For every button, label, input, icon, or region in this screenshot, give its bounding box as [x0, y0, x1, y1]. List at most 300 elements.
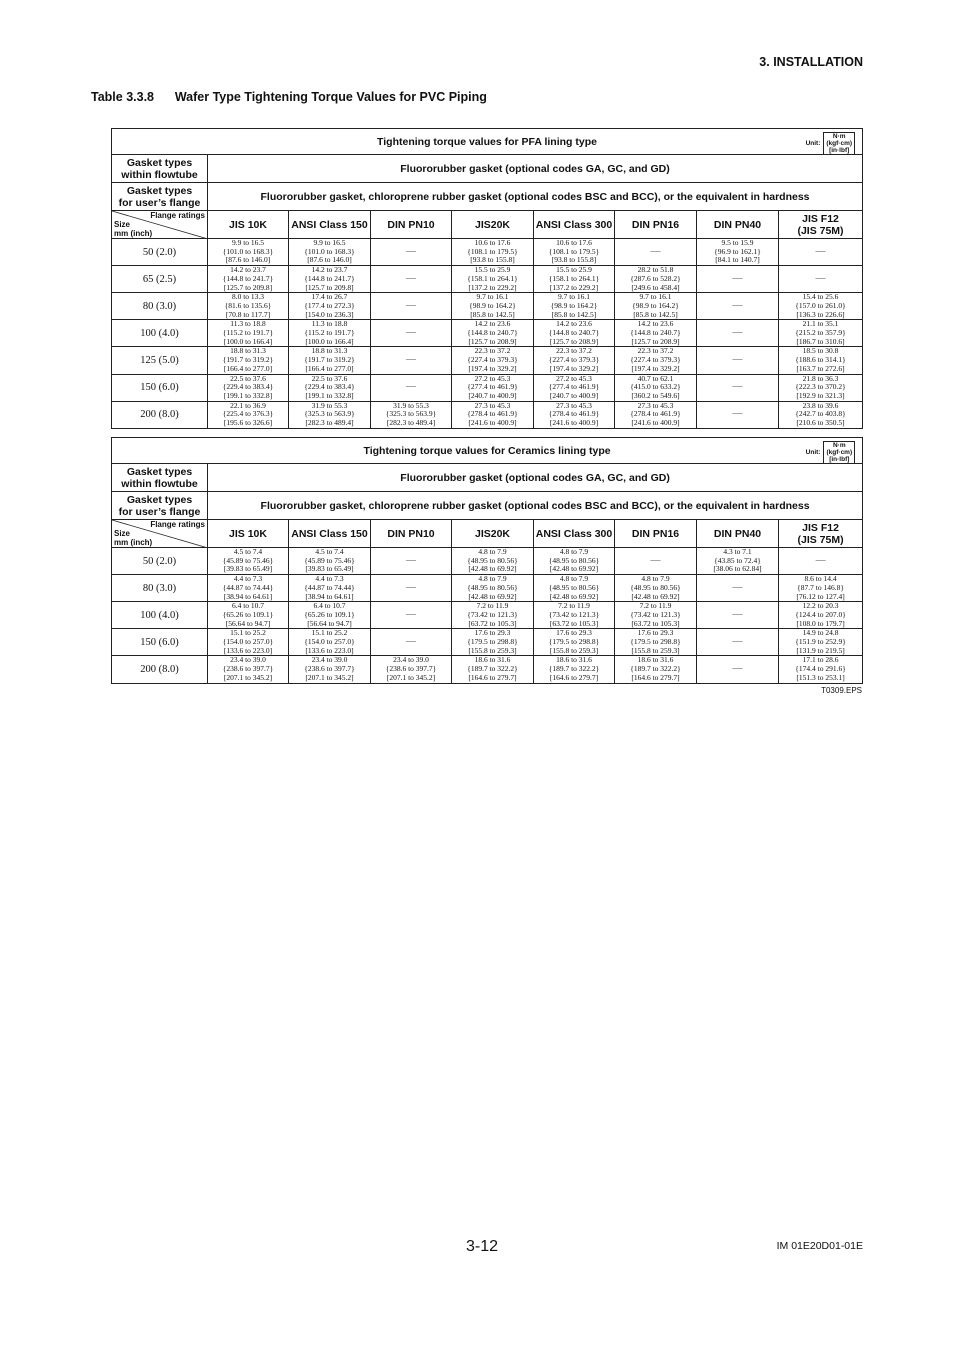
torque-value-line: [241.6 to 400.9]	[468, 418, 517, 428]
torque-value-line: {98.9 to 164.2}	[469, 300, 516, 310]
unit-values	[823, 441, 855, 464]
torque-value-cell	[208, 629, 289, 656]
torque-value-line: 9.9 to 16.5	[231, 238, 265, 247]
torque-value-cell	[779, 266, 863, 293]
size-label-line: Size	[114, 220, 131, 229]
unit-nm: N·m	[832, 133, 846, 140]
torque-value-line: 17.6 to 29.3	[474, 628, 511, 638]
torque-value-line: 15.5 to 25.9	[474, 265, 511, 275]
torque-value-line: [186.7 to 310.6]	[796, 336, 845, 346]
not-applicable-dash: —	[732, 408, 743, 420]
torque-value-line: {144.8 to 240.7}	[548, 328, 600, 338]
torque-value-line: {157.0 to 261.0}	[795, 300, 846, 310]
torque-value-line: [76.12 to 127.4]	[796, 591, 845, 601]
torque-value-line: [151.3 to 253.1]	[796, 672, 845, 682]
table-row	[112, 575, 863, 602]
torque-value-cell	[208, 266, 289, 293]
label-line: Gasket types	[126, 156, 193, 169]
torque-value-line: {277.4 to 461.9}	[467, 382, 518, 392]
torque-value-cell	[615, 266, 697, 293]
torque-value-line: {229.4 to 383.4}	[304, 382, 355, 392]
torque-value-line: [360.2 to 549.6]	[631, 390, 680, 400]
torque-value-line: 4.5 to 7.4	[315, 547, 344, 556]
torque-value-line: {48.95 to 80.56}	[467, 555, 518, 565]
not-applicable-dash: —	[732, 636, 743, 648]
torque-value-line: 31.9 to 55.3	[311, 400, 348, 410]
torque-value-cell	[779, 239, 863, 266]
torque-value-line: {177.4 to 272.3}	[304, 300, 355, 310]
torque-value-line: {154.0 to 257.0}	[304, 637, 355, 647]
torque-value-cell	[779, 548, 863, 575]
torque-value-line: {73.42 to 121.3}	[630, 609, 681, 619]
torque-value-cell	[697, 656, 779, 683]
torque-value-line: [125.7 to 208.9]	[549, 336, 599, 346]
torque-value-cell	[615, 575, 697, 602]
torque-value-line: [63.72 to 105.3]	[468, 618, 517, 628]
unit-inlbf: [in·lbf]	[829, 456, 850, 463]
col-jis10k: JIS 10K	[208, 520, 289, 548]
torque-value-cell	[697, 602, 779, 629]
torque-value-cell	[208, 602, 289, 629]
torque-value-cell	[697, 575, 779, 602]
table-caption-text: Tightening torque values for Ceramics lining type	[363, 444, 611, 457]
col-ansi150: ANSI Class 150	[289, 211, 371, 239]
torque-value-cell	[371, 320, 452, 347]
size-cell: 200 (8.0)	[112, 401, 208, 428]
torque-value-line: 22.5 to 37.6	[311, 373, 348, 383]
torque-value-line: {144.8 to 241.7}	[222, 273, 274, 283]
torque-value-line: {238.6 to 397.7}	[385, 664, 437, 674]
torque-value-line: 14.2 to 23.6	[556, 319, 592, 329]
torque-value-cell	[289, 320, 371, 347]
torque-value-line: 7.2 to 11.9	[476, 601, 509, 611]
col-jisf12-line: JIS F12	[802, 521, 839, 534]
torque-value-line: [195.6 to 326.6]	[223, 418, 273, 428]
col-jisf12	[779, 520, 863, 548]
not-applicable-dash: —	[406, 581, 416, 593]
torque-value-line: {73.42 to 121.3}	[467, 609, 518, 619]
torque-value-cell	[289, 548, 371, 575]
torque-value-line: {115.2 to 191.7}	[222, 328, 274, 338]
label-line: for user’s flange	[118, 196, 201, 209]
torque-value-cell	[779, 656, 863, 683]
unit-legend	[806, 441, 855, 464]
torque-value-cell	[534, 401, 615, 428]
torque-value-line: 40.7 to 62.1	[637, 373, 674, 383]
torque-value-cell	[289, 239, 371, 266]
not-applicable-dash: —	[815, 554, 826, 566]
torque-value-line: {44.87 to 74.44}	[304, 582, 355, 592]
torque-value-cell	[534, 347, 615, 374]
torque-value-line: {278.4 to 461.9}	[630, 409, 681, 419]
torque-value-line: {151.9 to 252.9}	[795, 637, 846, 647]
torque-value-line: [56.64 to 94.7]	[307, 618, 352, 628]
page-number: 3-12	[466, 1238, 499, 1255]
torque-value-line: 9.9 to 16.5	[313, 238, 346, 247]
gasket-flowtube-label	[112, 464, 208, 492]
torque-value-line: [42.48 to 69.92]	[549, 591, 599, 601]
torque-value-cell	[371, 401, 452, 428]
torque-value-cell	[452, 602, 534, 629]
torque-value-line: 10.6 to 17.6	[556, 238, 592, 247]
torque-value-line: {48.95 to 80.56}	[467, 582, 518, 592]
torque-value-line: {44.87 to 74.44}	[222, 582, 274, 592]
torque-value-line: [197.4 to 329.2]	[631, 363, 680, 373]
torque-value-line: {43.85 to 72.4}	[714, 555, 761, 565]
not-applicable-dash: —	[732, 381, 743, 393]
torque-value-line: 31.9 to 55.3	[393, 400, 429, 410]
table-row	[112, 629, 863, 656]
size-cell: 150 (6.0)	[112, 374, 208, 401]
torque-value-cell	[615, 239, 697, 266]
torque-value-line: {73.42 to 121.3}	[548, 609, 600, 619]
torque-value-line: [199.1 to 332.8]	[223, 390, 273, 400]
torque-value-cell	[534, 602, 615, 629]
torque-value-line: 23.8 to 39.6	[802, 400, 839, 410]
torque-value-line: {115.2 to 191.7}	[304, 328, 355, 338]
torque-value-cell	[452, 239, 534, 266]
torque-value-cell	[208, 401, 289, 428]
torque-value-line: {124.4 to 207.0}	[795, 609, 846, 619]
torque-value-line: 4.5 to 7.4	[233, 547, 263, 556]
torque-value-line: {65.26 to 109.1}	[222, 609, 274, 619]
torque-value-line: {98.9 to 164.2}	[550, 300, 598, 310]
torque-value-line: 4.8 to 7.9	[641, 574, 670, 584]
torque-value-line: 27.3 to 45.3	[474, 400, 511, 410]
torque-value-line: [38.94 to 64.61]	[223, 591, 273, 601]
label-line: Gasket types	[126, 465, 193, 478]
torque-value-line: {278.4 to 461.9}	[467, 409, 518, 419]
torque-value-line: 15.1 to 25.2	[311, 628, 348, 638]
torque-value-line: {179.5 to 298.8}	[630, 637, 681, 647]
unit-nm: N·m	[832, 442, 846, 449]
torque-value-line: [85.8 to 142.5]	[551, 309, 597, 319]
torque-value-line: [155.8 to 259.3]	[468, 645, 517, 655]
torque-value-line: {191.7 to 319.2}	[222, 355, 274, 365]
torque-value-cell	[371, 602, 452, 629]
torque-value-line: [93.8 to 155.8]	[551, 255, 597, 265]
torque-value-line: [70.8 to 117.7]	[225, 309, 271, 319]
torque-value-cell	[371, 548, 452, 575]
torque-value-cell	[208, 575, 289, 602]
torque-value-line: [42.48 to 69.92]	[631, 591, 680, 601]
torque-value-line: {415.0 to 633.2}	[630, 382, 681, 392]
table-caption	[112, 129, 863, 155]
torque-value-cell	[452, 575, 534, 602]
torque-value-line: 21.1 to 35.1	[802, 319, 839, 329]
torque-value-line: 27.2 to 45.3	[474, 373, 511, 383]
torque-value-line: {81.6 to 135.6}	[224, 300, 272, 310]
torque-value-line: [136.3 to 226.6]	[796, 309, 845, 319]
torque-value-line: [166.4 to 277.0]	[223, 363, 273, 373]
flange-ratings-label: Flange ratings	[150, 520, 205, 529]
torque-value-line: [38.06 to 62.84]	[713, 564, 762, 574]
torque-value-line: [154.0 to 236.3]	[305, 309, 354, 319]
torque-value-line: {108.1 to 179.5}	[548, 246, 600, 256]
torque-value-line: [163.7 to 272.6]	[796, 363, 845, 373]
col-jisf12-line: JIS F12	[802, 212, 839, 225]
torque-value-line: [210.6 to 350.5]	[796, 418, 845, 428]
torque-value-line: 14.2 to 23.6	[474, 319, 511, 329]
col-dinpn10: DIN PN10	[371, 211, 452, 239]
torque-value-line: [84.1 to 140.7]	[715, 255, 760, 265]
torque-value-cell	[534, 293, 615, 320]
not-applicable-dash: —	[815, 245, 826, 257]
torque-value-cell	[697, 401, 779, 428]
torque-value-line: [207.1 to 345.2]	[386, 672, 436, 682]
torque-value-cell	[615, 347, 697, 374]
col-dinpn16: DIN PN16	[615, 520, 697, 548]
torque-value-line: 23.4 to 39.0	[393, 655, 429, 665]
torque-value-line: {179.5 to 298.8}	[548, 637, 600, 647]
torque-value-line: {87.7 to 146.8}	[797, 582, 844, 592]
torque-value-cell	[452, 320, 534, 347]
torque-value-cell	[615, 656, 697, 683]
torque-value-line: {144.8 to 241.7}	[304, 273, 355, 283]
torque-value-cell	[208, 347, 289, 374]
torque-value-line: [131.9 to 219.5]	[796, 645, 845, 655]
ceramics-torque-table	[111, 437, 863, 684]
size-cell: 50 (2.0)	[112, 239, 208, 266]
label-line: within flowtube	[121, 477, 198, 490]
not-applicable-dash: —	[406, 554, 416, 566]
torque-value-line: {158.1 to 264.1}	[548, 273, 600, 283]
torque-value-line: [192.9 to 321.3]	[796, 390, 845, 400]
torque-value-line: [241.6 to 400.9]	[549, 418, 599, 428]
torque-value-line: {242.7 to 403.8}	[795, 409, 846, 419]
torque-value-cell	[371, 374, 452, 401]
size-cell: 200 (8.0)	[112, 656, 208, 683]
gasket-flowtube-label	[112, 155, 208, 183]
not-applicable-dash: —	[406, 636, 416, 648]
not-applicable-dash: —	[815, 272, 826, 284]
torque-value-line: [207.1 to 345.2]	[223, 672, 273, 682]
torque-value-line: [93.8 to 155.8]	[470, 255, 515, 265]
torque-value-line: 4.3 to 7.1	[723, 547, 752, 556]
torque-value-line: 22.1 to 36.9	[230, 400, 266, 410]
torque-value-line: [125.7 to 209.8]	[305, 282, 354, 292]
torque-value-cell	[615, 629, 697, 656]
table-row	[112, 347, 863, 374]
torque-value-line: [137.2 to 229.2]	[468, 282, 517, 292]
section-heading: 3. INSTALLATION	[759, 55, 863, 69]
torque-value-line: 11.3 to 18.8	[311, 319, 348, 329]
torque-value-line: 18.8 to 31.3	[311, 346, 348, 356]
not-applicable-dash: —	[650, 554, 661, 566]
torque-value-line: 23.4 to 39.0	[311, 655, 348, 665]
torque-value-cell	[779, 629, 863, 656]
torque-value-cell	[615, 602, 697, 629]
torque-value-cell	[289, 374, 371, 401]
torque-value-line: {174.4 to 291.6}	[795, 664, 846, 674]
torque-value-line: [164.6 to 279.7]	[468, 672, 517, 682]
torque-value-line: [85.8 to 142.5]	[470, 309, 515, 319]
unit-label: Unit:	[805, 449, 821, 456]
torque-value-line: [207.1 to 345.2]	[305, 672, 354, 682]
torque-value-line: [166.4 to 277.0]	[305, 363, 354, 373]
table-row	[112, 293, 863, 320]
torque-value-line: 22.3 to 37.2	[556, 346, 592, 356]
torque-value-line: 6.4 to 10.7	[231, 601, 265, 611]
torque-value-line: 11.3 to 18.8	[230, 319, 266, 329]
not-applicable-dash: —	[732, 608, 743, 620]
torque-value-line: [39.83 to 65.49]	[305, 564, 354, 574]
torque-value-line: 22.3 to 37.2	[474, 346, 511, 356]
torque-value-cell	[371, 293, 452, 320]
torque-value-line: {325.3 to 563.9}	[385, 409, 437, 419]
torque-value-line: [133.6 to 223.0]	[223, 645, 273, 655]
torque-value-line: [85.8 to 142.5]	[633, 309, 678, 319]
not-applicable-dash: —	[406, 272, 416, 284]
col-ansi300: ANSI Class 300	[534, 520, 615, 548]
torque-value-line: 4.8 to 7.9	[478, 547, 507, 556]
unit-inlbf: [in·lbf]	[829, 147, 850, 154]
torque-value-cell	[371, 266, 452, 293]
torque-value-cell	[289, 656, 371, 683]
torque-value-line: [38.94 to 64.61]	[305, 591, 354, 601]
torque-value-line: 27.2 to 45.3	[556, 373, 592, 383]
torque-value-cell	[534, 239, 615, 266]
torque-value-cell	[615, 401, 697, 428]
torque-value-line: {45.89 to 75.46}	[222, 555, 274, 565]
torque-value-line: 8.6 to 14.4	[804, 574, 837, 584]
torque-value-line: 6.4 to 10.7	[313, 601, 346, 611]
not-applicable-dash: —	[732, 663, 743, 675]
size-label-line: mm (inch)	[114, 228, 153, 238]
torque-value-line: [39.83 to 65.49]	[223, 564, 273, 574]
torque-value-line: 21.8 to 36.3	[802, 373, 839, 383]
torque-value-line: [125.7 to 209.8]	[223, 282, 273, 292]
torque-value-line: {108.1 to 179.5}	[467, 246, 518, 256]
figure-file-label: T0309.EPS	[821, 686, 862, 695]
col-jisf12-line: (JIS 75M)	[797, 224, 844, 237]
col-jis20k: JIS20K	[452, 211, 534, 239]
torque-value-line: {179.5 to 298.8}	[467, 637, 518, 647]
torque-value-line: {225.4 to 376.3}	[222, 409, 274, 419]
gasket-flowtube-value: Fluororubber gasket (optional codes GA, GC, and GD)	[208, 464, 863, 492]
size-cell: 65 (2.5)	[112, 266, 208, 293]
torque-value-cell	[208, 548, 289, 575]
size-cell: 80 (3.0)	[112, 293, 208, 320]
torque-value-cell	[208, 320, 289, 347]
pfa-torque-table	[111, 128, 863, 429]
table-row	[112, 602, 863, 629]
torque-value-cell	[697, 266, 779, 293]
table-title: Table 3.3.8 Wafer Type Tightening Torque Values for PVC Piping	[91, 90, 487, 104]
torque-value-cell	[289, 401, 371, 428]
torque-value-cell	[289, 293, 371, 320]
gasket-flange-value: Fluororubber gasket, chloroprene rubber gasket (optional codes BSC and BCC), or the equivalent in hardness	[208, 183, 863, 211]
torque-value-line: 14.2 to 23.6	[637, 319, 674, 329]
table-row	[112, 266, 863, 293]
col-dinpn40: DIN PN40	[697, 520, 779, 548]
torque-value-line: {188.6 to 314.1}	[795, 355, 846, 365]
size-label	[114, 221, 152, 238]
torque-value-cell	[371, 239, 452, 266]
not-applicable-dash: —	[732, 272, 743, 284]
torque-value-cell	[208, 374, 289, 401]
torque-value-cell	[452, 374, 534, 401]
torque-value-line: {154.0 to 257.0}	[222, 637, 274, 647]
torque-value-cell	[371, 656, 452, 683]
size-cell: 100 (4.0)	[112, 320, 208, 347]
torque-value-line: 4.8 to 7.9	[559, 574, 589, 584]
torque-value-cell	[779, 374, 863, 401]
torque-value-cell	[452, 548, 534, 575]
torque-value-line: {101.0 to 168.3}	[304, 246, 355, 256]
torque-value-line: 17.6 to 29.3	[556, 628, 592, 638]
col-jis10k: JIS 10K	[208, 211, 289, 239]
torque-value-line: 4.4 to 7.3	[233, 574, 263, 584]
table-caption	[112, 438, 863, 464]
torque-value-line: [199.1 to 332.8]	[305, 390, 354, 400]
col-ansi150: ANSI Class 150	[289, 520, 371, 548]
col-dinpn40: DIN PN40	[697, 211, 779, 239]
torque-value-line: [164.6 to 279.7]	[631, 672, 680, 682]
gasket-flowtube-value: Fluororubber gasket (optional codes GA, GC, and GD)	[208, 155, 863, 183]
torque-value-line: {96.9 to 162.1}	[714, 246, 761, 256]
torque-value-line: 18.6 to 31.6	[474, 655, 511, 665]
torque-value-line: [56.64 to 94.7]	[225, 618, 271, 628]
torque-value-cell	[208, 656, 289, 683]
col-dinpn10: DIN PN10	[371, 520, 452, 548]
torque-value-line: 9.7 to 16.1	[639, 292, 672, 302]
gasket-flange-label	[112, 492, 208, 520]
torque-value-line: [164.6 to 279.7]	[549, 672, 599, 682]
size-cell: 125 (5.0)	[112, 347, 208, 374]
unit-label: Unit:	[805, 140, 821, 147]
torque-value-cell	[779, 320, 863, 347]
torque-value-cell	[289, 575, 371, 602]
torque-value-line: 10.6 to 17.6	[474, 238, 511, 247]
col-jisf12	[779, 211, 863, 239]
torque-value-line: {144.8 to 240.7}	[630, 328, 681, 338]
torque-value-line: 4.8 to 7.9	[559, 547, 589, 556]
col-ansi300: ANSI Class 300	[534, 211, 615, 239]
unit-legend	[806, 132, 855, 155]
size-cell: 100 (4.0)	[112, 602, 208, 629]
label-line: within flowtube	[121, 168, 198, 181]
torque-value-line: {287.6 to 528.2}	[630, 273, 681, 283]
torque-value-line: {227.4 to 379.3}	[548, 355, 600, 365]
torque-value-line: {48.95 to 80.56}	[548, 582, 600, 592]
not-applicable-dash: —	[732, 327, 743, 339]
torque-value-line: [125.7 to 208.9]	[468, 336, 517, 346]
torque-value-line: [197.4 to 329.2]	[549, 363, 599, 373]
label-line: Gasket types	[126, 184, 193, 197]
torque-value-cell	[779, 293, 863, 320]
torque-value-line: [125.7 to 208.9]	[631, 336, 680, 346]
corner-header	[112, 211, 208, 239]
torque-value-line: [155.8 to 259.3]	[631, 645, 680, 655]
unit-kgfcm: (kgf·cm)	[826, 449, 853, 456]
torque-value-cell	[534, 575, 615, 602]
torque-value-line: {98.9 to 164.2}	[632, 300, 679, 310]
size-label-line: Size	[114, 529, 131, 538]
torque-value-line: [282.3 to 489.4]	[386, 418, 436, 428]
torque-value-line: 9.7 to 16.1	[557, 292, 591, 302]
torque-value-line: 7.2 to 11.9	[558, 601, 590, 611]
torque-value-line: {277.4 to 461.9}	[548, 382, 600, 392]
torque-value-line: {215.2 to 357.9}	[795, 328, 846, 338]
torque-value-cell	[697, 347, 779, 374]
torque-value-line: {227.4 to 379.3}	[467, 355, 518, 365]
torque-value-cell	[452, 401, 534, 428]
torque-value-cell	[779, 347, 863, 374]
torque-value-line: 15.5 to 25.9	[556, 265, 592, 275]
torque-value-line: [42.48 to 69.92]	[468, 591, 517, 601]
torque-value-line: 18.5 to 30.8	[802, 346, 839, 356]
